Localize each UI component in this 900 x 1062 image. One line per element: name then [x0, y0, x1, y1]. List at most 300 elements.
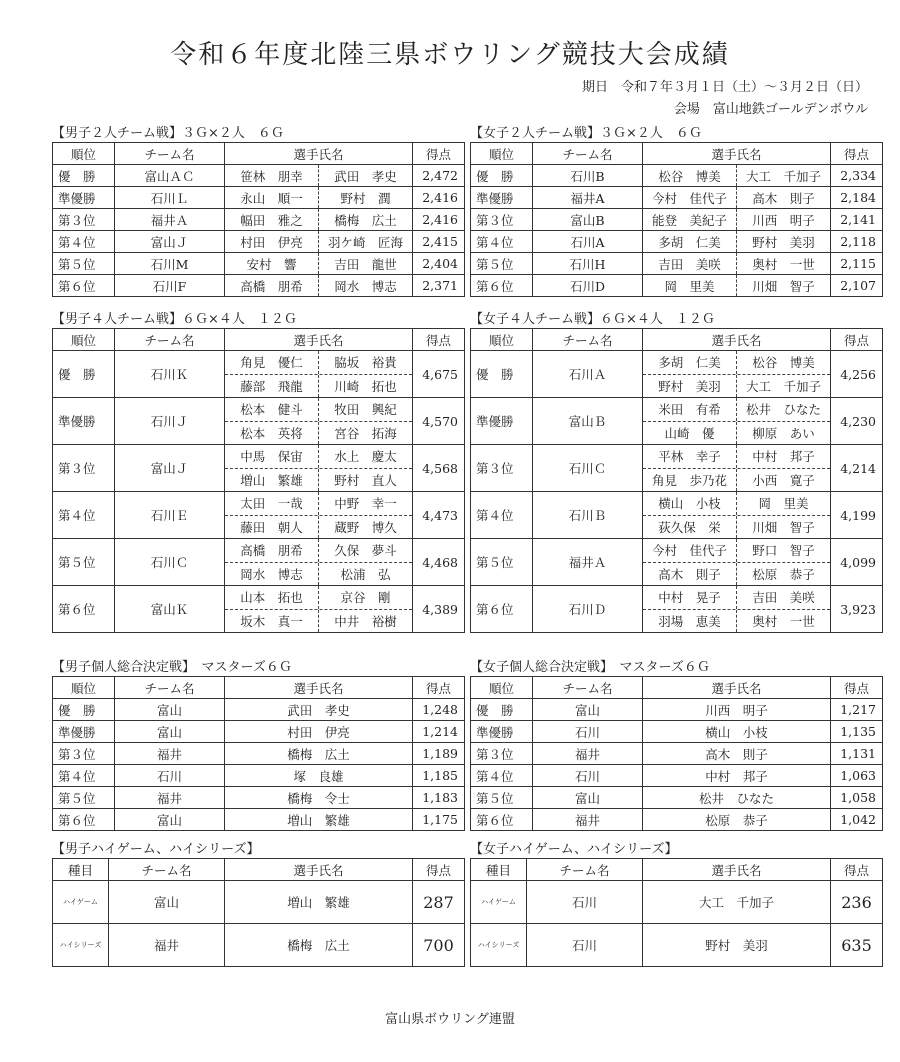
table-row	[471, 721, 883, 743]
players-cell	[225, 398, 413, 445]
section-heading-men-doubles: 【男子２人チーム戦】３Ｇ×２人 ６Ｇ	[52, 126, 284, 141]
rank-cell: 第６位	[53, 586, 115, 633]
player-name: 藤部 飛龍	[240, 378, 303, 394]
table-row	[471, 765, 883, 787]
women-team-table	[470, 328, 883, 633]
header-players: 選手氏名	[225, 677, 413, 699]
rank-cell: 第４位	[53, 231, 115, 253]
team-cell: 石川Ｌ	[115, 187, 225, 209]
team-cell: 富山	[533, 699, 643, 721]
player-cell: 安村 響	[225, 253, 319, 275]
rank-cell: 準優勝	[53, 187, 115, 209]
rank-cell: 第６位	[471, 586, 533, 633]
score-cell: 2,416	[413, 209, 465, 231]
score-cell: 4,389	[413, 586, 465, 633]
team-cell: 石川Ｋ	[115, 351, 225, 398]
player-name: 野村 直人	[318, 469, 412, 492]
table-header-row	[53, 143, 465, 165]
score-cell: 2,371	[413, 275, 465, 297]
rank-cell: 第４位	[471, 231, 533, 253]
score-cell: 635	[831, 924, 883, 967]
player-cell: 横山 小枝	[643, 721, 831, 743]
team-cell: 石川	[533, 721, 643, 743]
section-heading-women-team: 【女子４人チーム戦】６Ｇ×４人 １２Ｇ	[470, 312, 715, 327]
rank-cell: 第５位	[471, 787, 533, 809]
event-cell: ハイシリーズ	[53, 924, 109, 967]
rank-cell: 優 勝	[471, 165, 533, 187]
section-heading-women-high: 【女子ハイゲーム、ハイシリーズ】	[470, 842, 678, 857]
team-cell: 富山Ｊ	[115, 445, 225, 492]
rank-cell: 第３位	[53, 209, 115, 231]
table-row	[53, 275, 465, 297]
score-cell: 4,230	[831, 398, 883, 445]
team-cell: 福井	[115, 743, 225, 765]
header-team: チーム名	[115, 677, 225, 699]
rank-cell: 第５位	[471, 539, 533, 586]
player-name: 小西 寛子	[736, 469, 830, 492]
players-cell	[225, 351, 413, 398]
rank-cell: 第４位	[471, 492, 533, 539]
table-row	[53, 253, 465, 275]
player-name: 角見 歩乃花	[651, 472, 727, 488]
table-row	[471, 351, 883, 398]
table-row	[471, 743, 883, 765]
table-header-row	[471, 143, 883, 165]
player-name: 太田 一哉	[240, 496, 303, 512]
score-cell: 4,570	[413, 398, 465, 445]
player-name: 久保 夢斗	[318, 539, 412, 562]
score-cell: 2,334	[831, 165, 883, 187]
player-cell: 岡水 博志	[319, 275, 413, 297]
team-cell: 富山	[115, 809, 225, 831]
rank-cell: 第５位	[471, 253, 533, 275]
header-team: チーム名	[527, 859, 643, 881]
table-row	[53, 787, 465, 809]
men-team-table	[52, 328, 465, 633]
score-cell: 4,568	[413, 445, 465, 492]
player-name: 水上 慶太	[318, 445, 412, 468]
header-team: チーム名	[115, 143, 225, 165]
players-cell	[643, 492, 831, 539]
header-event: 種目	[471, 859, 527, 881]
player-name: 増山 繁雄	[240, 472, 303, 488]
section-heading-women-doubles: 【女子２人チーム戦】３Ｇ×２人 ６Ｇ	[470, 126, 702, 141]
rank-cell: 第６位	[53, 275, 115, 297]
player-name: 藤田 朝人	[240, 519, 303, 535]
team-cell: 石川F	[115, 275, 225, 297]
header-rank: 順位	[471, 677, 533, 699]
score-cell: 1,131	[831, 743, 883, 765]
table-row	[471, 787, 883, 809]
player-cell: 中村 邦子	[643, 765, 831, 787]
player-name: 松井 ひなた	[736, 398, 830, 421]
score-cell: 287	[413, 881, 465, 924]
event-cell: ハイシリーズ	[471, 924, 527, 967]
player-cell: 多胡 仁美	[643, 231, 737, 253]
score-cell: 1,189	[413, 743, 465, 765]
player-name: 川崎 拓也	[318, 375, 412, 398]
header-score: 得点	[831, 143, 883, 165]
table-row	[53, 809, 465, 831]
player-pair	[643, 351, 830, 374]
player-cell: 増山 繁雄	[225, 881, 413, 924]
player-cell: 奥村 一世	[737, 253, 831, 275]
score-cell: 1,185	[413, 765, 465, 787]
header-players: 選手氏名	[643, 329, 831, 351]
table-header-row	[53, 329, 465, 351]
rank-cell: 準優勝	[53, 398, 115, 445]
header-score: 得点	[413, 329, 465, 351]
player-cell: 村田 伊亮	[225, 231, 319, 253]
player-name: 吉田 美咲	[736, 586, 830, 609]
team-cell: 石川Ｃ	[115, 539, 225, 586]
table-header-row	[471, 329, 883, 351]
men-high-table	[52, 858, 465, 967]
score-cell: 2,416	[413, 187, 465, 209]
score-cell: 4,214	[831, 445, 883, 492]
header-rank: 順位	[53, 329, 115, 351]
table-row	[53, 699, 465, 721]
rank-cell: 第４位	[471, 765, 533, 787]
header-team: チーム名	[109, 859, 225, 881]
player-cell: 塚 良雄	[225, 765, 413, 787]
table-header-row	[471, 859, 883, 881]
women-high-table	[470, 858, 883, 967]
header-rank: 順位	[471, 329, 533, 351]
player-pair	[643, 468, 830, 492]
table-row	[471, 539, 883, 586]
table-row	[471, 881, 883, 924]
score-cell: 2,107	[831, 275, 883, 297]
table-row	[53, 492, 465, 539]
rank-cell: 優 勝	[471, 699, 533, 721]
player-name: 山本 拓也	[240, 590, 303, 606]
team-cell: 石川Ｂ	[533, 492, 643, 539]
player-name: 中井 裕樹	[318, 610, 412, 633]
header-players: 選手氏名	[643, 143, 831, 165]
player-name: 野村 美羽	[658, 378, 721, 394]
player-cell: 野村 美羽	[737, 231, 831, 253]
player-cell: 橋梅 広土	[225, 743, 413, 765]
header-event: 種目	[53, 859, 109, 881]
table-row	[471, 924, 883, 967]
header-players: 選手氏名	[225, 329, 413, 351]
team-cell: 富山	[533, 787, 643, 809]
team-cell: 石川Ｊ	[115, 398, 225, 445]
rank-cell: 第５位	[53, 787, 115, 809]
rank-cell: 第６位	[471, 275, 533, 297]
rank-cell: 第６位	[471, 809, 533, 831]
header-players: 選手氏名	[225, 143, 413, 165]
team-cell: 福井A	[533, 187, 643, 209]
players-cell	[643, 539, 831, 586]
player-cell: 今村 佳代子	[643, 187, 737, 209]
team-cell: 石川	[115, 765, 225, 787]
player-pair	[643, 421, 830, 445]
player-pair	[225, 539, 412, 562]
score-cell: 4,256	[831, 351, 883, 398]
team-cell: 石川Ｄ	[533, 586, 643, 633]
team-cell: 石川A	[533, 231, 643, 253]
player-cell: 野村 美羽	[643, 924, 831, 967]
rank-cell: 第３位	[53, 445, 115, 492]
player-name: 松本 英将	[240, 425, 303, 441]
player-pair	[643, 492, 830, 515]
rank-cell: 第３位	[471, 445, 533, 492]
player-cell: 松谷 博美	[643, 165, 737, 187]
player-cell: 高木 則子	[737, 187, 831, 209]
player-name: 荻久保 栄	[658, 519, 721, 535]
player-name: 脇坂 裕貴	[318, 351, 412, 374]
team-cell: 石川M	[115, 253, 225, 275]
player-name: 今村 佳代子	[651, 543, 727, 559]
team-cell: 富山ＡＣ	[115, 165, 225, 187]
table-row	[53, 881, 465, 924]
table-row	[471, 275, 883, 297]
player-cell: 幅田 雅之	[225, 209, 319, 231]
player-cell: 笹林 朋幸	[225, 165, 319, 187]
score-cell: 1,214	[413, 721, 465, 743]
header-score: 得点	[413, 143, 465, 165]
player-cell: 橋梅 広土	[319, 209, 413, 231]
team-cell: 石川B	[533, 165, 643, 187]
player-pair	[643, 398, 830, 421]
player-cell: 増山 繁雄	[225, 809, 413, 831]
women-doubles-table	[470, 142, 883, 297]
event-period: 期日 令和７年３月１日（土）～３月２日（日）	[581, 80, 868, 95]
header-rank: 順位	[471, 143, 533, 165]
team-cell: 福井	[533, 809, 643, 831]
score-cell: 4,099	[831, 539, 883, 586]
player-name: 坂木 真一	[240, 613, 303, 629]
player-name: 松本 健斗	[240, 402, 303, 418]
players-cell	[225, 445, 413, 492]
men-individual-table	[52, 676, 465, 831]
player-cell: 橋梅 令士	[225, 787, 413, 809]
team-cell: 福井Ａ	[533, 539, 643, 586]
team-cell: 富山	[115, 721, 225, 743]
team-cell: 石川Ｃ	[533, 445, 643, 492]
player-pair	[643, 562, 830, 586]
team-cell: 福井Ａ	[115, 209, 225, 231]
player-name: 大工 千加子	[736, 375, 830, 398]
player-pair	[643, 586, 830, 609]
player-name: 岡 里美	[736, 492, 830, 515]
table-row	[53, 398, 465, 445]
table-header-row	[471, 677, 883, 699]
men-doubles-table	[52, 142, 465, 297]
header-score: 得点	[413, 859, 465, 881]
player-pair	[225, 398, 412, 421]
header-players: 選手氏名	[643, 859, 831, 881]
player-pair	[225, 492, 412, 515]
event-cell: ハイゲーム	[53, 881, 109, 924]
table-row	[471, 209, 883, 231]
player-name: 川畑 智子	[736, 516, 830, 539]
player-cell: 武田 孝史	[319, 165, 413, 187]
rank-cell: 優 勝	[53, 165, 115, 187]
player-pair	[225, 515, 412, 539]
player-pair	[643, 374, 830, 398]
table-row	[471, 253, 883, 275]
player-cell: 橋梅 広土	[225, 924, 413, 967]
player-pair	[643, 539, 830, 562]
table-row	[471, 187, 883, 209]
table-row	[471, 445, 883, 492]
table-row	[471, 586, 883, 633]
player-cell: 大工 千加子	[643, 881, 831, 924]
rank-cell: 優 勝	[53, 351, 115, 398]
player-name: 岡水 博志	[240, 566, 303, 582]
score-cell: 1,248	[413, 699, 465, 721]
player-cell: 高木 則子	[643, 743, 831, 765]
player-name: 高橋 朋希	[240, 543, 303, 559]
header-team: チーム名	[533, 143, 643, 165]
players-cell	[225, 492, 413, 539]
rank-cell: 第３位	[471, 209, 533, 231]
player-cell: 松井 ひなた	[643, 787, 831, 809]
table-row	[53, 351, 465, 398]
players-cell	[225, 586, 413, 633]
table-row	[53, 586, 465, 633]
score-cell: 1,175	[413, 809, 465, 831]
players-cell	[643, 398, 831, 445]
rank-cell: 優 勝	[53, 699, 115, 721]
player-name: 高木 則子	[658, 566, 721, 582]
player-cell: 羽ケ崎 匠海	[319, 231, 413, 253]
player-pair	[643, 609, 830, 633]
score-cell: 4,675	[413, 351, 465, 398]
section-heading-men-high: 【男子ハイゲーム、ハイシリーズ】	[52, 842, 260, 857]
player-cell: 吉田 龍世	[319, 253, 413, 275]
player-cell: 川西 明子	[643, 699, 831, 721]
score-cell: 1,135	[831, 721, 883, 743]
player-cell: 川西 明子	[737, 209, 831, 231]
score-cell: 4,199	[831, 492, 883, 539]
team-cell: 石川D	[533, 275, 643, 297]
player-pair	[225, 445, 412, 468]
score-cell: 236	[831, 881, 883, 924]
team-cell: 石川	[533, 765, 643, 787]
player-name: 蔵野 博久	[318, 516, 412, 539]
team-cell: 富山Ｂ	[533, 398, 643, 445]
header-score: 得点	[831, 859, 883, 881]
section-heading-men-individual: 【男子個人総合決定戦】 マスターズ６Ｇ	[52, 660, 292, 675]
table-row	[53, 187, 465, 209]
player-name: 平林 幸子	[658, 449, 721, 465]
rank-cell: 準優勝	[53, 721, 115, 743]
header-rank: 順位	[53, 143, 115, 165]
score-cell: 1,063	[831, 765, 883, 787]
table-row	[53, 743, 465, 765]
rank-cell: 優 勝	[471, 351, 533, 398]
player-pair	[643, 445, 830, 468]
table-row	[471, 699, 883, 721]
header-score: 得点	[413, 677, 465, 699]
score-cell: 1,183	[413, 787, 465, 809]
player-pair	[225, 468, 412, 492]
rank-cell: 第４位	[53, 492, 115, 539]
players-cell	[643, 445, 831, 492]
team-cell: 石川Ｅ	[115, 492, 225, 539]
player-cell: 大工 千加子	[737, 165, 831, 187]
rank-cell: 第３位	[471, 743, 533, 765]
player-pair	[225, 374, 412, 398]
score-cell: 2,472	[413, 165, 465, 187]
player-cell: 永山 順一	[225, 187, 319, 209]
player-name: 中村 邦子	[736, 445, 830, 468]
player-name: 角見 優仁	[240, 355, 303, 371]
table-row	[53, 924, 465, 967]
rank-cell: 準優勝	[471, 398, 533, 445]
player-name: 中馬 保宙	[240, 449, 303, 465]
team-cell: 石川	[527, 881, 643, 924]
player-cell: 野村 潤	[319, 187, 413, 209]
player-name: 松原 恭子	[736, 563, 830, 586]
rank-cell: 第３位	[53, 743, 115, 765]
rank-cell: 第５位	[53, 539, 115, 586]
player-cell: 松原 恭子	[643, 809, 831, 831]
score-cell: 1,042	[831, 809, 883, 831]
rank-cell: 第４位	[53, 765, 115, 787]
table-row	[53, 231, 465, 253]
score-cell: 2,141	[831, 209, 883, 231]
team-cell: 富山Ｊ	[115, 231, 225, 253]
player-cell: 高橋 朋希	[225, 275, 319, 297]
header-score: 得点	[831, 677, 883, 699]
table-row	[53, 209, 465, 231]
player-name: 羽場 恵美	[658, 613, 721, 629]
player-name: 中村 晃子	[658, 590, 721, 606]
table-header-row	[53, 859, 465, 881]
player-name: 牧田 興紀	[318, 398, 412, 421]
player-name: 横山 小枝	[658, 496, 721, 512]
player-name: 宮谷 拓海	[318, 422, 412, 445]
score-cell: 3,923	[831, 586, 883, 633]
player-cell: 岡 里美	[643, 275, 737, 297]
event-venue: 会場 富山地鉄ゴールデンボウル	[673, 102, 868, 117]
player-cell: 吉田 美咲	[643, 253, 737, 275]
team-cell: 石川H	[533, 253, 643, 275]
score-cell: 2,415	[413, 231, 465, 253]
table-header-row	[53, 677, 465, 699]
team-cell: 富山Ｋ	[115, 586, 225, 633]
player-cell: 武田 孝史	[225, 699, 413, 721]
player-name: 米田 有希	[658, 402, 721, 418]
player-name: 京谷 剛	[318, 586, 412, 609]
header-score: 得点	[831, 329, 883, 351]
player-pair	[225, 562, 412, 586]
table-row	[471, 809, 883, 831]
header-players: 選手氏名	[225, 859, 413, 881]
player-cell: 能登 美紀子	[643, 209, 737, 231]
player-name: 柳原 あい	[736, 422, 830, 445]
header-team: チーム名	[115, 329, 225, 351]
score-cell: 2,404	[413, 253, 465, 275]
table-row	[53, 721, 465, 743]
footer-organization: 富山県ボウリング連盟	[385, 1012, 515, 1027]
table-row	[471, 492, 883, 539]
table-row	[53, 445, 465, 492]
women-individual-table	[470, 676, 883, 831]
rank-cell: 第５位	[53, 253, 115, 275]
header-rank: 順位	[53, 677, 115, 699]
table-row	[53, 765, 465, 787]
score-cell: 4,468	[413, 539, 465, 586]
table-row	[53, 539, 465, 586]
team-cell: 石川	[527, 924, 643, 967]
team-cell: 福井	[115, 787, 225, 809]
